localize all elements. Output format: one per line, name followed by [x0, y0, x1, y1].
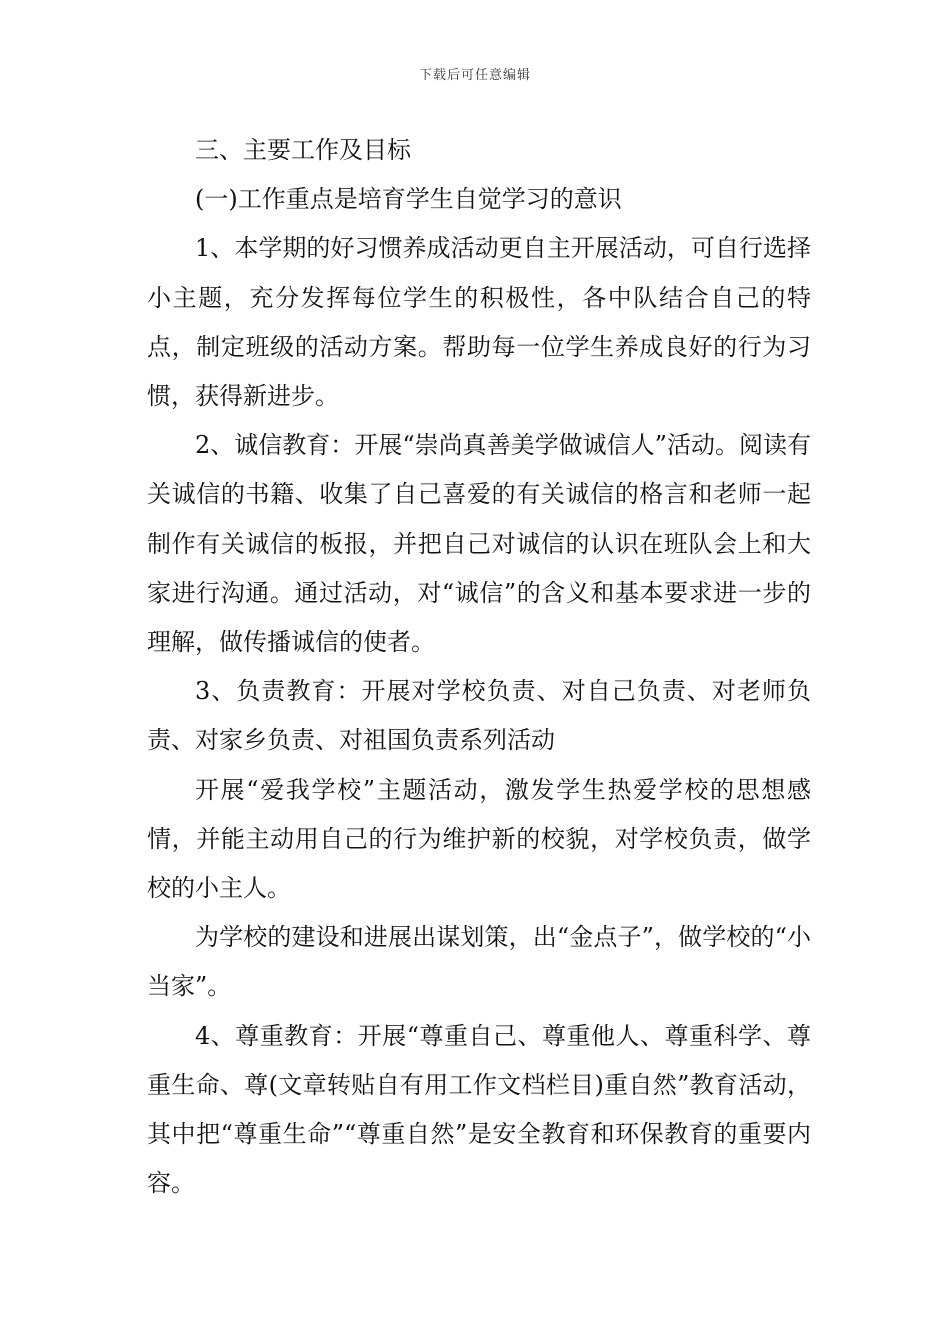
subsection-heading: (一)工作重点是培育学生自觉学习的意识: [195, 185, 622, 214]
paragraph-love-school: 开展“爱我学校”主题活动，激发学生热爱学校的思想感情，并能主动用自己的行为维护新的校貌，对学校负责，做学校的小主人。: [147, 775, 811, 903]
paragraph-school-planning: 为学校的建设和进展出谋划策，出“金点子”，做学校的“小当家”。: [147, 923, 811, 1001]
section-heading: 三、主要工作及目标: [195, 136, 411, 164]
paragraph-respect: 4、尊重教育：开展“尊重自己、尊重他人、尊重科学、尊重生命、尊(文章转贴自有用工作文档栏目)重自然”教育活动，其中把“尊重生命”“尊重自然”是安全教育和环保教育的重要内容。: [147, 1021, 811, 1198]
paragraph-integrity: 2、诚信教育：开展“崇尚真善美学做诚信人”活动。阅读有关诚信的书籍、收集了自己喜爱的有关诚信的格言和老师一起制作有关诚信的板报，并把自己对诚信的认识在班队会上和大家进行沟通。通过活动，对“诚信”的含义和基本要求进一步的理解，做传播诚信的使者。: [147, 431, 811, 657]
page-header: 下载后可任意编辑: [418, 68, 531, 83]
document-body: [147, 126, 811, 1208]
paragraph-habits: 1、本学期的好习惯养成活动更自主开展活动，可自行选择小主题，充分发挥每位学生的积极性，各中队结合自己的特点，制定班级的活动方案。帮助每一位学生养成良好的行为习惯，获得新进步。: [147, 234, 811, 411]
paragraph-responsibility: 3、负责教育：开展对学校负责、对自己负责、对老师负责、对家乡负责、对祖国负责系列活动: [147, 677, 811, 755]
